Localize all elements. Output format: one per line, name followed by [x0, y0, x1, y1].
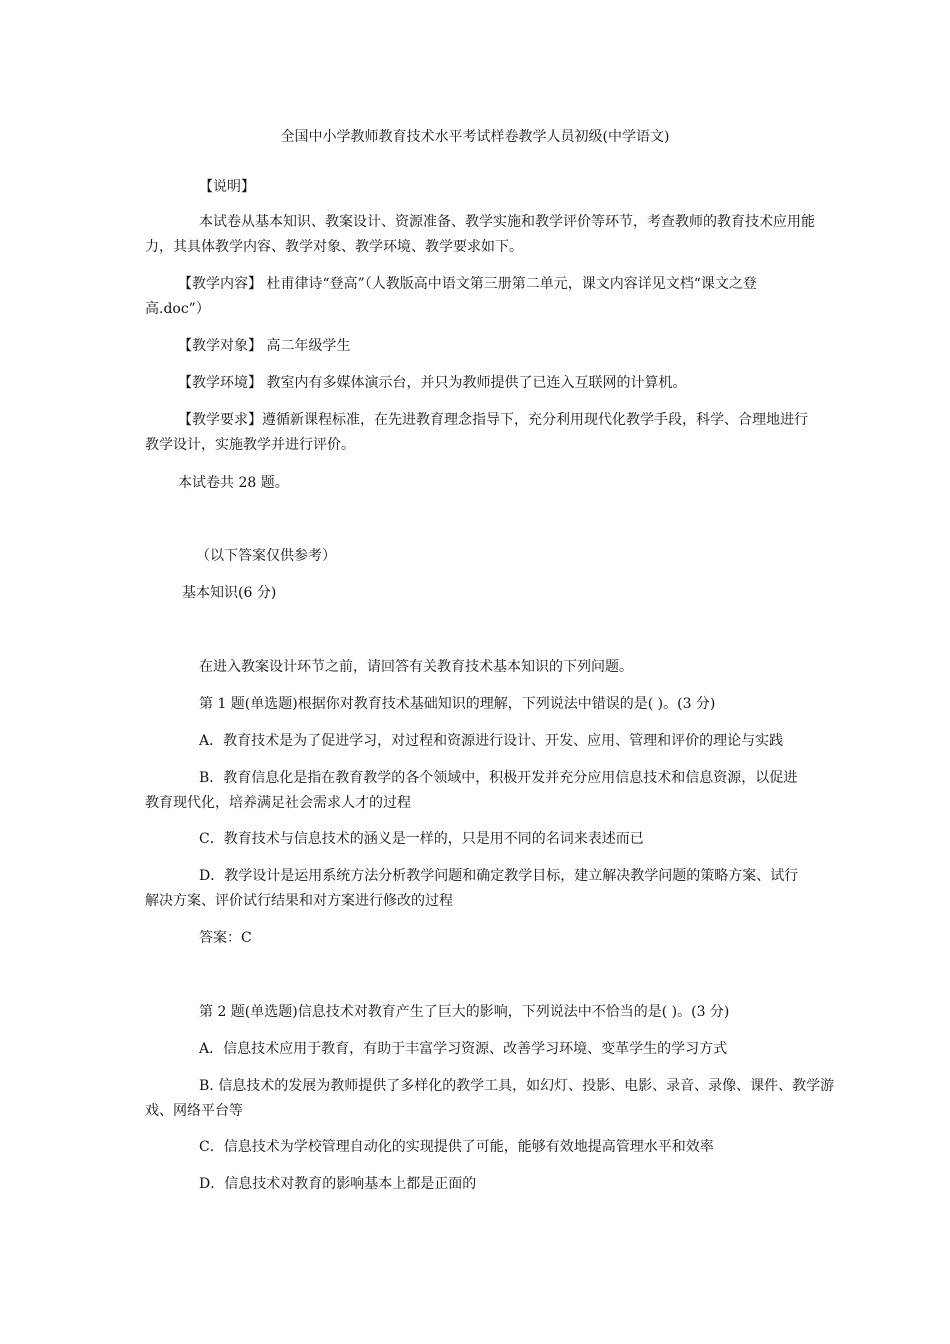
question-2-option-c: C．信息技术为学校管理自动化的实现提供了可能，能够有效地提高管理水平和效率	[199, 1139, 714, 1155]
question-1-option-a: A．教育技术是为了促进学习，对过程和资源进行设计、开发、应用、管理和评价的理论与实践	[199, 733, 784, 749]
question-1-answer: 答案：C	[199, 930, 252, 946]
question-1-option-c: C．教育技术与信息技术的涵义是一样的，只是用不同的名词来表述而已	[199, 831, 644, 847]
question-1-option-d-line1: D．教学设计是运用系统方法分析教学问题和确定教学目标，建立解决教学问题的策略方案、试行	[199, 868, 799, 884]
teaching-content-line1: 【教学内容】 杜甫律诗“登高”（人教版高中语文第三册第二单元，课文内容详见文档“课文之登	[178, 276, 757, 292]
intro-desc-line2: 力，其具体教学内容、教学对象、教学环境、教学要求如下。	[145, 239, 523, 255]
intro-heading: 【说明】	[199, 179, 255, 195]
question-1-option-b-line2: 教育现代化，培养满足社会需求人才的过程	[145, 795, 411, 811]
teaching-requirement-line1: 【教学要求】遵循新课程标准，在先进教育理念指导下，充分利用现代化教学手段，科学、合理地进行	[178, 412, 808, 428]
section-intro: 在进入教案设计环节之前，请回答有关教育技术基本知识的下列问题。	[199, 659, 633, 675]
teaching-requirement-line2: 教学设计，实施教学并进行评价。	[145, 437, 355, 453]
question-2-option-b-line2: 戏、网络平台等	[145, 1103, 243, 1119]
question-1-option-b-line1: B．教育信息化是指在教育教学的各个领域中，积极开发并充分应用信息技术和信息资源，以促进	[199, 770, 798, 786]
intro-desc-line1: 本试卷从基本知识、教案设计、资源准备、教学实施和教学评价等环节，考查教师的教育技术应用能	[199, 214, 815, 230]
question-2-option-b-line1: B. 信息技术的发展为教师提供了多样化的教学工具，如幻灯、投影、电影、录音、录像、课件、教学游	[199, 1078, 835, 1094]
teaching-content-line2: 高.doc”）	[145, 301, 210, 317]
question-1-stem: 第 1 题(单选题)根据你对教育技术基础知识的理解，下列说法中错误的是( )。(3 分)	[199, 696, 716, 712]
question-1-option-d-line2: 解决方案、评价试行结果和对方案进行修改的过程	[145, 893, 453, 909]
question-2-option-d: D．信息技术对教育的影响基本上都是正面的	[199, 1176, 477, 1192]
teaching-target: 【教学对象】 高二年级学生	[178, 338, 351, 354]
section-heading: 基本知识(6 分)	[182, 585, 277, 601]
question-2-option-a: A．信息技术应用于教育，有助于丰富学习资源、改善学习环境、变革学生的学习方式	[199, 1041, 728, 1057]
answer-note: （以下答案仅供参考）	[196, 548, 336, 564]
question-count: 本试卷共 28 题。	[178, 475, 289, 491]
document-title: 全国中小学教师教育技术水平考试样卷教学人员初级(中学语文)	[280, 129, 670, 145]
teaching-environment: 【教学环境】 教室内有多媒体演示台，并只为教师提供了已连入互联网的计算机。	[178, 375, 687, 391]
question-2-stem: 第 2 题(单选题)信息技术对教育产生了巨大的影响，下列说法中不恰当的是( )。(3 分)	[199, 1004, 730, 1020]
